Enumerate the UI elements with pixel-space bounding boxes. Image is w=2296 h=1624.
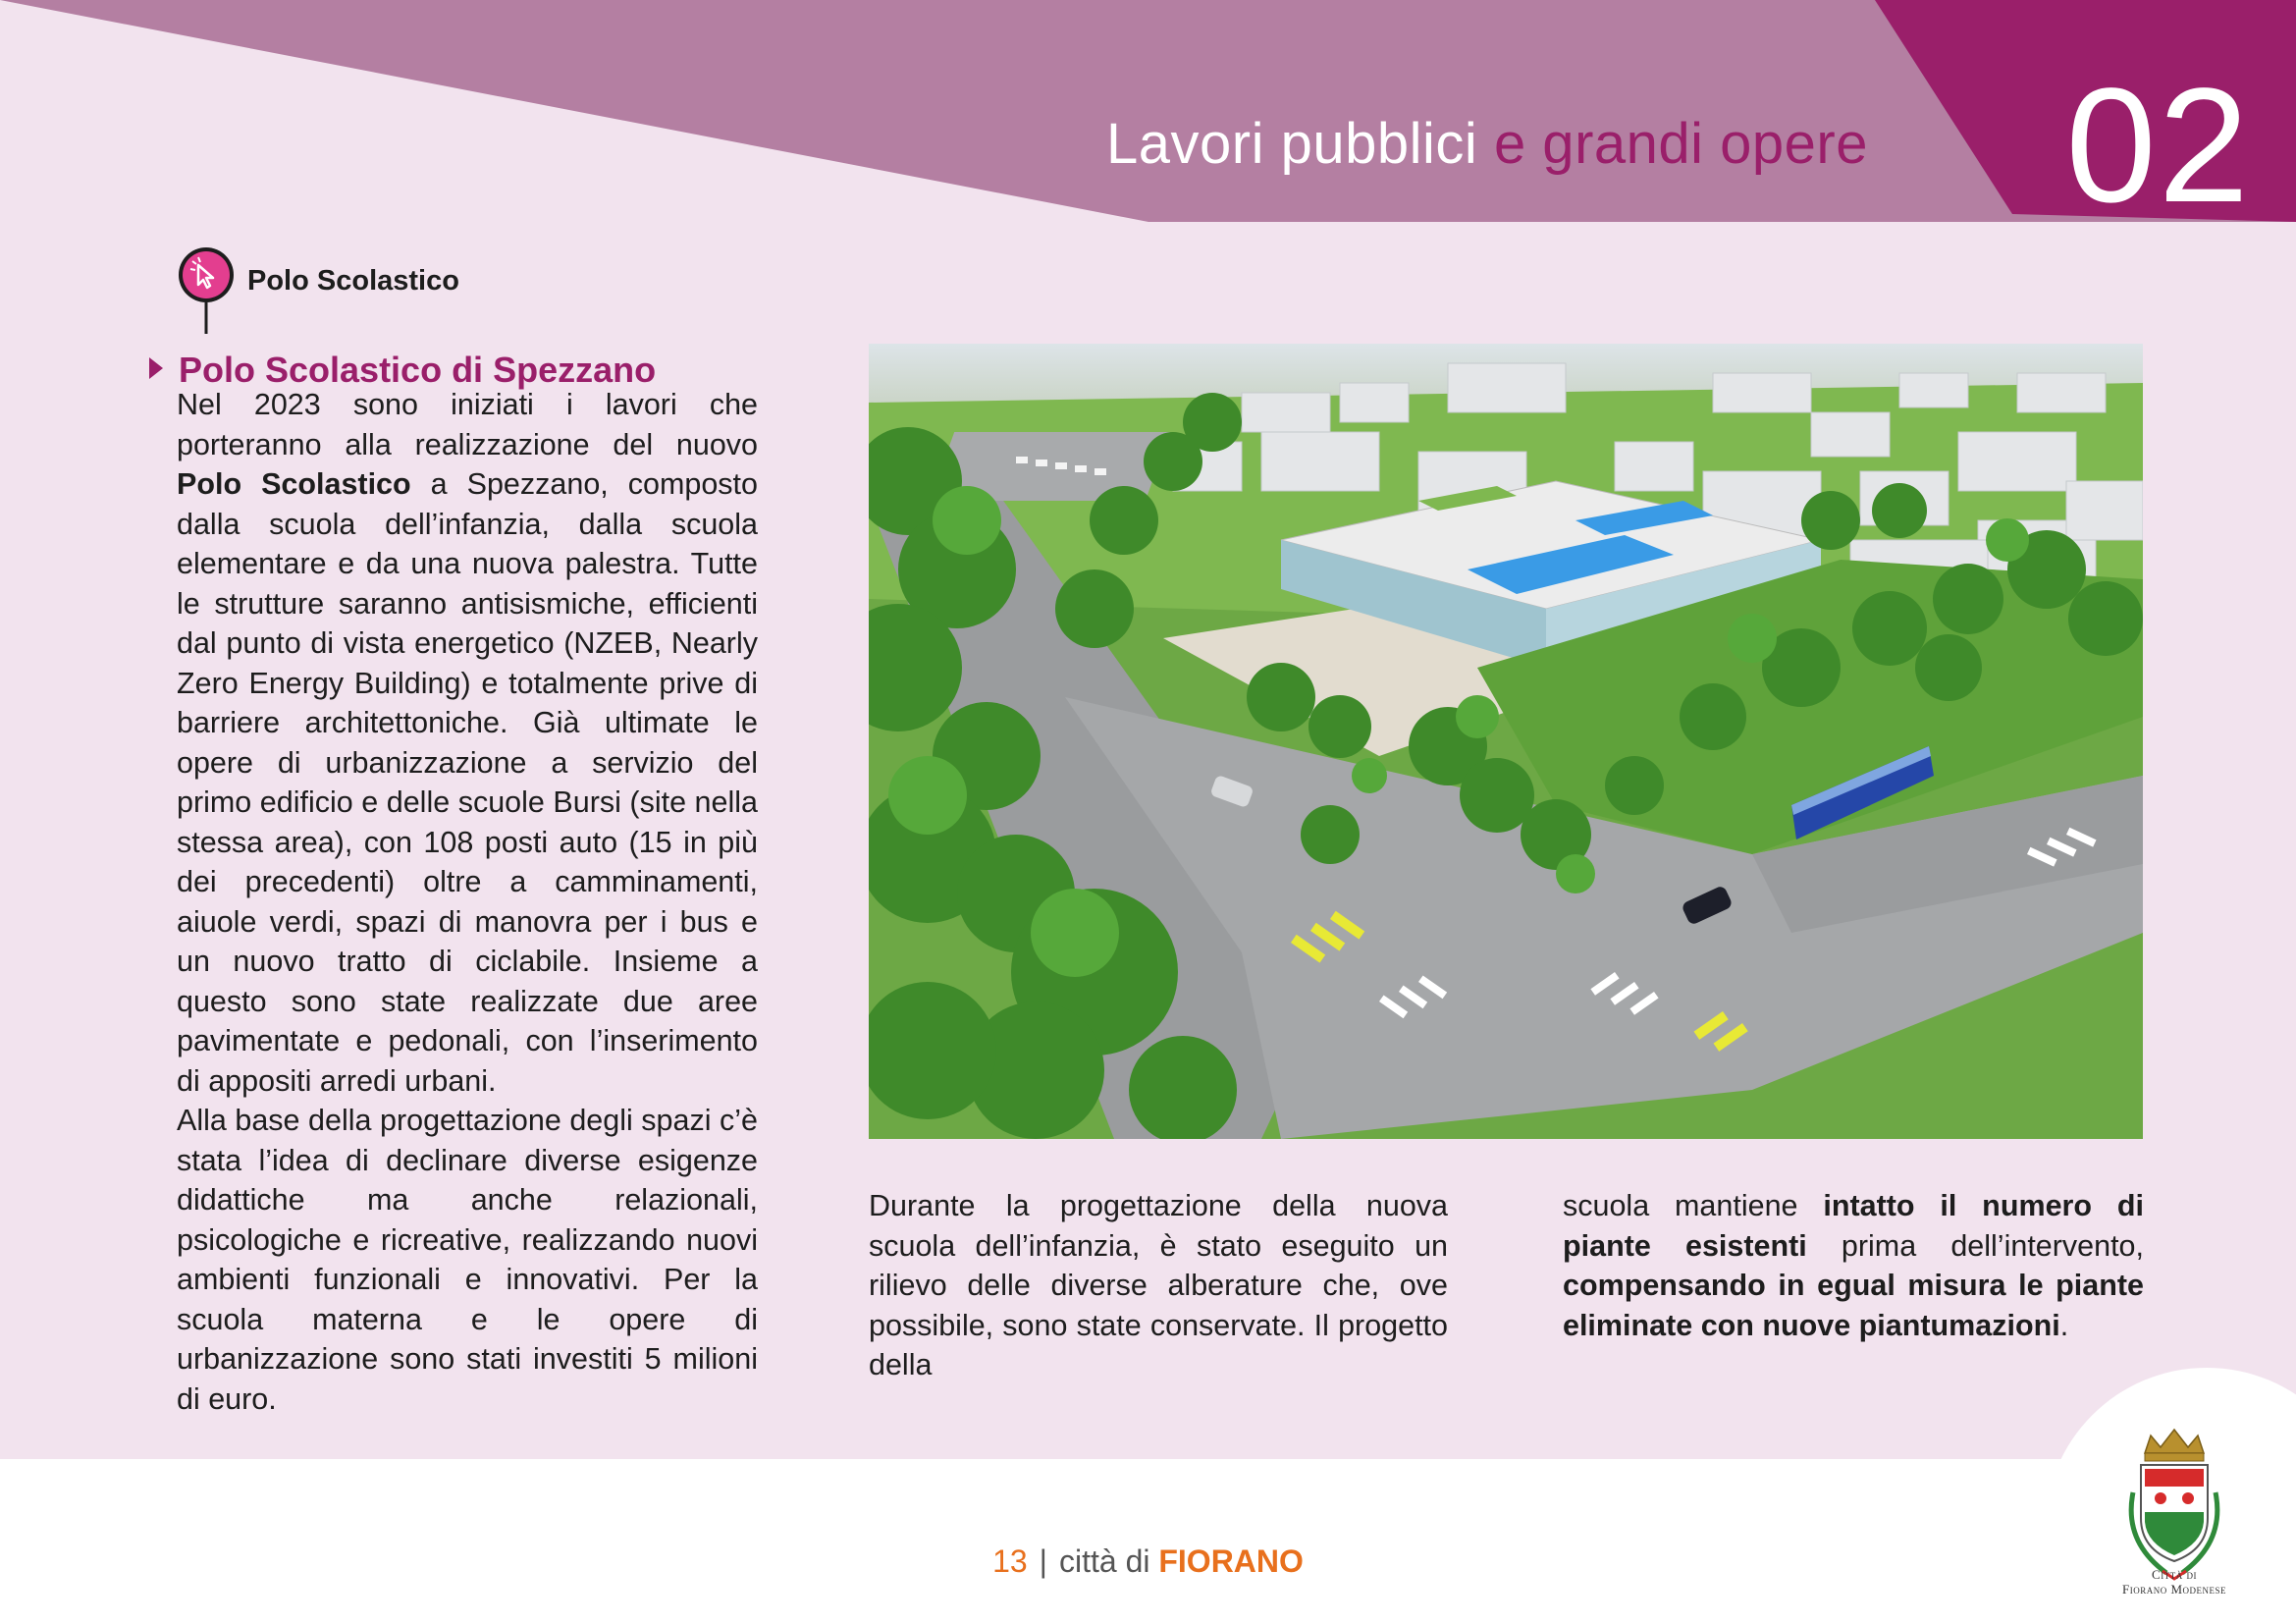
- paragraph: [177, 1101, 758, 1419]
- article-column-3: [1563, 1186, 2144, 1345]
- paragraph-text: .: [2059, 1308, 2069, 1342]
- footer-town-name: FIORANO: [1158, 1543, 1304, 1579]
- chapter-title-part2: e grandi opere: [1493, 112, 1868, 176]
- school-aerial-render: [869, 344, 2143, 1139]
- paragraph-text: Alla base della progettazione degli spazi c’è stata l’idea di declinare diverse esigenze didattiche ma anche relazionali, psicologiche e ricreative, realizzando nuovi ambienti funzionali e innovativi. Per la scuola materna e le opere di urbanizzazione sono stati investiti 5 milioni di euro.: [177, 1104, 758, 1416]
- paragraph-bold: compensando in egual misura le piante eliminate con nuove piantumazioni: [1563, 1269, 2144, 1342]
- town-crest-icon: [2115, 1424, 2233, 1591]
- paragraph-text: Nel 2023 sono iniziati i lavori che porteranno alla realizzazione del nuovo: [177, 388, 758, 461]
- paragraph: [177, 385, 758, 1101]
- paragraph-text: scuola mantiene: [1563, 1189, 1824, 1222]
- footer-town-prefix: città di: [1058, 1543, 1150, 1579]
- footer-separator: |: [1039, 1543, 1047, 1579]
- aerial-render-illustration: [869, 344, 2143, 1139]
- footer-band: [0, 1459, 2296, 1624]
- paragraph-bold: Polo Scolastico: [177, 467, 411, 501]
- article-heading-text: Polo Scolastico di Spezzano: [179, 350, 657, 390]
- chapter-number: 02: [2065, 55, 2251, 237]
- crest-caption-line1: Città di: [2152, 1567, 2197, 1582]
- chapter-title-part1: Lavori pubblici: [1106, 112, 1478, 176]
- crest-caption-line2: Fiorano Modenese: [2121, 1582, 2227, 1597]
- paragraph-text: prima dell’intervento,: [1806, 1228, 2144, 1263]
- cursor-pointer-icon: [177, 245, 236, 334]
- paragraph-text: a Spezzano, composto dalla scuola dell’infanzia, dalla scuola elementare e da una nuova palestra. Tutte le strutture saranno antisismiche, efficienti dal punto di vista energetico (NZEB, Nearly Zero Energy Building) e totalmente prive di barriere architettoniche. Già ultimate le opere di urbanizzazione a servizio del primo edificio e delle scuole Bursi (site nella stessa area), con 108 posti auto (15 in più dei precedenti) oltre a camminamenti, aiuole verdi, spazi di manovra per i bus e un nuovo tratto di ciclabile. Insieme a questo sono state realizzate due aree pavimentate e pedonali, con l’inserimento di appositi arredi urbani.: [177, 467, 758, 1098]
- page-number: 13: [992, 1543, 1028, 1579]
- paragraph-bold: intatto il numero di piante esistenti: [1563, 1189, 2144, 1263]
- page-footer: [0, 1545, 2296, 1577]
- article-column-1: [177, 385, 758, 1419]
- play-arrow-icon: [149, 357, 163, 379]
- article-column-2: Durante la progettazione della nuova scuola dell’infanzia, è stato eseguito un rilievo delle diverse alberature che, ove possibile, sono state conservate. Il progetto della: [869, 1189, 1448, 1381]
- chapter-title: [1106, 112, 1868, 176]
- crest-caption: [2081, 1567, 2268, 1597]
- section-label: Polo Scolastico: [247, 265, 459, 297]
